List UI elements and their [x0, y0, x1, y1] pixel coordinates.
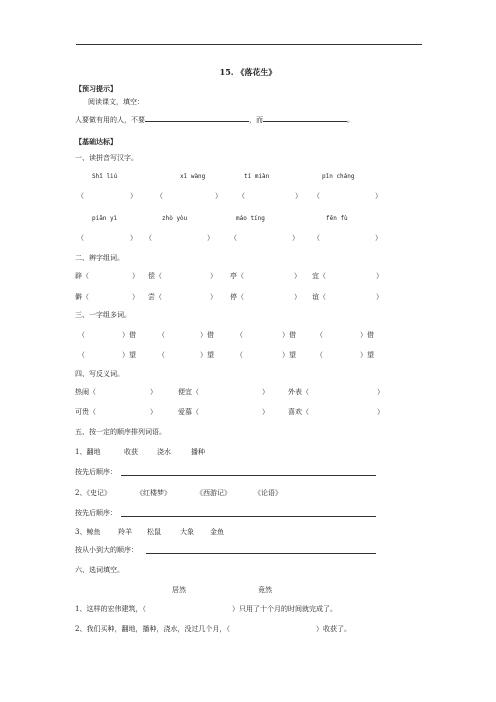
fill-blank-1[interactable] — [145, 114, 249, 122]
q3-open[interactable]: （ — [316, 351, 323, 359]
pinyin-8: fēn fù — [326, 215, 348, 222]
word-choice: 竟然 — [258, 586, 272, 594]
q4-title: 四、写反义词。 — [75, 370, 124, 378]
fill-blank-2[interactable] — [263, 114, 347, 122]
pinyin-3: tí miàn — [244, 173, 270, 180]
q3-open[interactable]: （ — [236, 331, 243, 339]
q4-cell[interactable]: 便宜（ — [178, 388, 199, 396]
q3-open[interactable]: （ — [78, 351, 85, 359]
q4-cell[interactable]: 热闹（ — [75, 388, 96, 396]
pinyin-6: zhò yòu — [162, 215, 188, 222]
answer-box[interactable]: （ — [313, 234, 320, 242]
q3-title: 三、一字组多词。 — [75, 311, 131, 319]
q3-open[interactable]: （ — [158, 331, 165, 339]
q2-cell[interactable]: 尝（ — [148, 293, 162, 301]
q5-title: 五、按一定的顺序排列词语。 — [75, 428, 166, 436]
q2-cell[interactable]: 亭（ — [230, 272, 244, 280]
basic-heading: 【基础达标】 — [75, 137, 117, 146]
q2-cell[interactable]: 偿（ — [148, 272, 162, 280]
q6-title: 六、选词填空。 — [75, 566, 124, 574]
answer-box[interactable]: （ — [230, 234, 237, 242]
answer-box[interactable]: （ — [77, 234, 84, 242]
order-answer-line-2[interactable] — [121, 516, 376, 517]
q2-cell[interactable]: 停（ — [230, 293, 244, 301]
q2-cell[interactable]: 僻（ — [75, 293, 89, 301]
pinyin-7: máo tíng — [236, 215, 265, 222]
order-answer-line-1[interactable] — [121, 475, 376, 476]
pinyin-2: xī wàng — [180, 173, 206, 180]
q4-cell[interactable]: 爱慕（ — [178, 408, 199, 416]
q1-title: 一、读拼音写汉字。 — [75, 154, 138, 162]
answer-box[interactable]: （ — [145, 234, 152, 242]
q3-open[interactable]: （ — [236, 351, 243, 359]
answer-box[interactable]: （ — [313, 192, 320, 200]
q3-open[interactable]: （ — [158, 351, 165, 359]
preview-sentence: 人要做有用的人，不要 ，而 。 — [75, 116, 354, 124]
answer-box[interactable]: （ — [238, 192, 245, 200]
q2-cell[interactable]: 辟（ — [75, 272, 89, 280]
answer-box[interactable]: （ — [156, 192, 163, 200]
q2-cell[interactable]: 宜（ — [312, 272, 326, 280]
word-choice: 居然 — [172, 586, 186, 594]
q4-cell[interactable]: 可贵（ — [75, 408, 96, 416]
pinyin-1: Shǐ liú — [92, 173, 118, 180]
header-rule — [76, 44, 422, 45]
q4-cell[interactable]: 喜欢（ — [288, 408, 309, 416]
order-answer-line-3[interactable] — [146, 553, 376, 554]
preview-instruction: 阅读课文，填空： — [88, 98, 144, 106]
pinyin-5: piān yì — [92, 215, 118, 222]
preview-heading: 【预习提示】 — [75, 84, 117, 93]
q2-title: 二、辨字组词。 — [75, 254, 124, 262]
q4-cell[interactable]: 外表（ — [288, 388, 309, 396]
q3-open[interactable]: （ — [78, 331, 85, 339]
q3-open[interactable]: （ — [316, 331, 323, 339]
answer-box[interactable]: （ — [77, 192, 84, 200]
pinyin-4: pǐn cháng — [322, 173, 355, 180]
page-title: 15. 《落花生》 — [219, 67, 277, 77]
q2-cell[interactable]: 谊（ — [312, 293, 326, 301]
